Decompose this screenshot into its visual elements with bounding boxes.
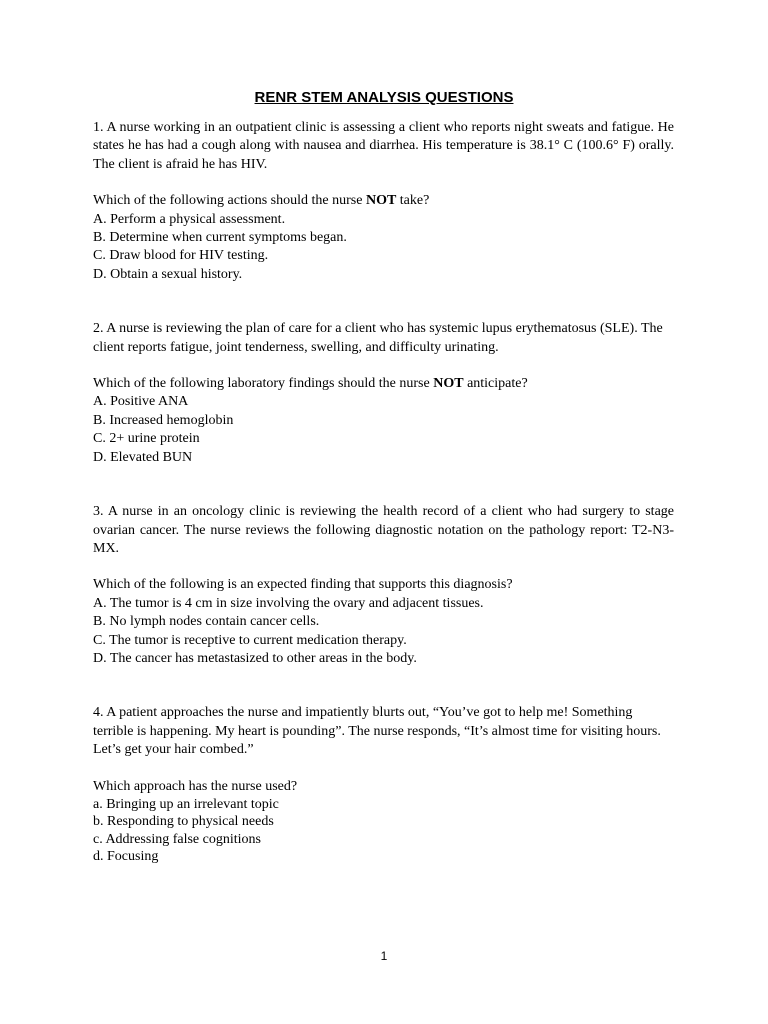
answer-option: B. Increased hemoglobin bbox=[93, 412, 234, 428]
question-stem: 4. A patient approaches the nurse and impatiently blurts out, “You’ve got to help me! Something terrible is happening. My heart is pounding”. The nurse responds, “It’s almost time for visiting hours. Let’s get your hair combed.” bbox=[93, 705, 661, 758]
answer-option: c. Addressing false cognitions bbox=[93, 831, 261, 847]
answer-option: a. Bringing up an irrelevant topic bbox=[93, 796, 279, 812]
prompt-text: Which of the following actions should the nurse bbox=[93, 193, 366, 209]
answer-option: D. The cancer has metastasized to other areas in the body. bbox=[93, 650, 417, 666]
answer-option: D. Elevated BUN bbox=[93, 449, 193, 465]
question-1 bbox=[93, 119, 674, 284]
page-number: 1 bbox=[380, 949, 388, 963]
answer-option: B. No lymph nodes contain cancer cells. bbox=[93, 614, 320, 630]
answer-option: b. Responding to physical needs bbox=[93, 814, 274, 830]
question-3 bbox=[93, 503, 674, 668]
question-stem: 1. A nurse working in an outpatient clinic is assessing a client who reports night sweats and fatigue. He states he has had a cough along with nausea and diarrhea. His temperature is 38.1° C (100.6° F) orally. The client is afraid he has HIV. bbox=[93, 120, 674, 172]
prompt-emphasis: NOT bbox=[433, 376, 464, 392]
page-title: RENR STEM ANALYSIS QUESTIONS bbox=[254, 89, 514, 106]
answer-option: A. Positive ANA bbox=[93, 394, 189, 410]
question-stem: 3. A nurse in an oncology clinic is reviewing the health record of a client who had surgery to stage ovarian cancer. The nurse reviews the following diagnostic notation on the pathology report: T2-N3-MX. bbox=[93, 504, 674, 556]
question-stem: 2. A nurse is reviewing the plan of care for a client who has systemic lupus erythematosus (SLE). The client reports fatigue, joint tenderness, swelling, and difficulty urinating. bbox=[93, 321, 663, 355]
prompt-text-end: anticipate? bbox=[463, 376, 528, 392]
answer-option: d. Focusing bbox=[93, 848, 159, 864]
prompt-emphasis: NOT bbox=[365, 193, 397, 209]
answer-option: B. Determine when current symptoms began. bbox=[93, 230, 347, 246]
question-list bbox=[93, 119, 674, 865]
prompt-text: Which of the following laboratory findings should the nurse bbox=[93, 376, 434, 392]
answer-option: A. Perform a physical assessment. bbox=[93, 211, 286, 227]
answer-option: C. Draw blood for HIV testing. bbox=[93, 248, 269, 264]
question-prompt: Which of the following is an expected finding that supports this diagnosis? bbox=[93, 577, 513, 593]
answer-option: A. The tumor is 4 cm in size involving the ovary and adjacent tissues. bbox=[93, 595, 484, 611]
answer-option: C. The tumor is receptive to current medication therapy. bbox=[93, 632, 407, 648]
answer-option: C. 2+ urine protein bbox=[93, 431, 200, 447]
answer-option: D. Obtain a sexual history. bbox=[93, 266, 243, 282]
question-2 bbox=[93, 320, 674, 467]
question-prompt bbox=[93, 192, 674, 210]
question-prompt bbox=[93, 375, 674, 393]
question-4 bbox=[93, 704, 674, 865]
prompt-text-end: take? bbox=[396, 193, 430, 209]
question-prompt: Which approach has the nurse used? bbox=[93, 778, 298, 794]
